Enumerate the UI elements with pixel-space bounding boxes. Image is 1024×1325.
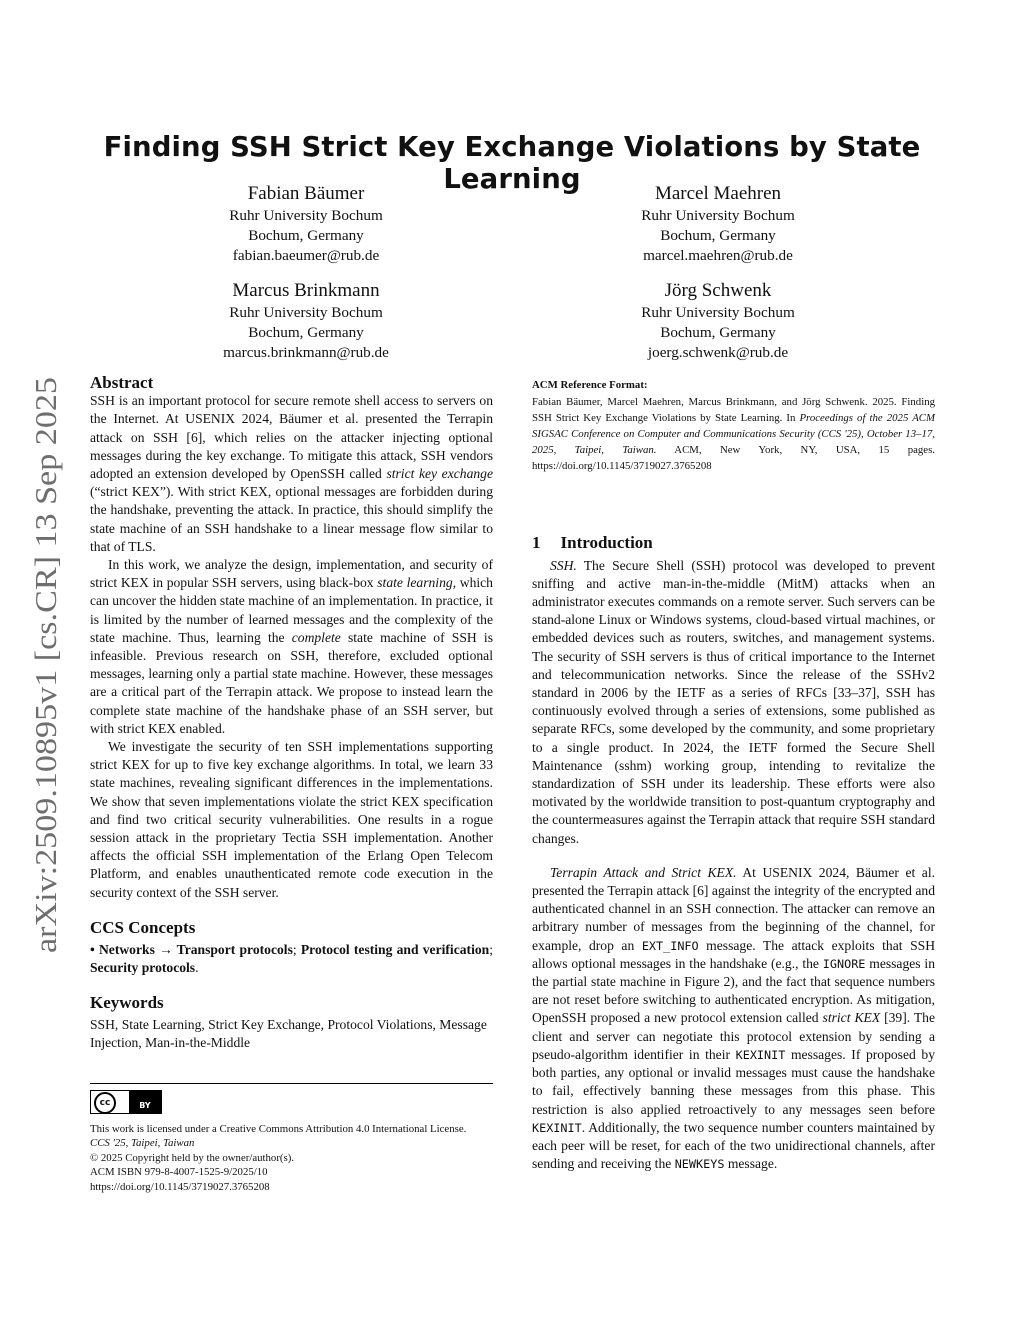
license-copyright: © 2025 Copyright held by the owner/author(s).	[90, 1151, 295, 1164]
author-block	[126, 279, 486, 363]
author-block	[126, 182, 486, 266]
acm-ref-heading: ACM Reference Format:	[532, 379, 648, 391]
keywords-heading: Keywords	[90, 992, 164, 1012]
license-venue: CCS '25, Taipei, Taiwan	[90, 1137, 195, 1150]
left-column	[90, 374, 493, 1052]
keywords-text: SSH, State Learning, Strict Key Exchange, Protocol Violations, Message Injection, Man-in-the-Middle	[90, 1016, 487, 1050]
abstract-paragraph: SSH is an important protocol for secure remote shell access to servers on the Internet. At USENIX 2024, Bäumer et al. presented the Terrapin attack on SSH [6], which relies on the attacker injecting optional messages during the key exchange. To mitigate this attack, SSH vendors adopted an extension developed by OpenSSH called strict key exchange (“strict KEX”). With strict KEX, optional messages are forbidden during the handshake, preventing the attack. In practice, this should simplify the state machine of an SSH handshake to a linear message flow similar to that of TLS.	[90, 393, 493, 554]
author-name: Marcel Maehren	[654, 183, 782, 204]
arxiv-stamp-text: arXiv:2509.10895v1 [cs.CR] 13 Sep 2025	[28, 429, 63, 953]
license-isbn: ACM ISBN 979-8-4007-1525-9/2025/10	[90, 1166, 268, 1179]
author-block	[538, 279, 898, 363]
intro-paragraph: Terrapin Attack and Strict KEX. At USENIX 2024, Bäumer et al. presented the Terrapin attack [6] against the integrity of the encrypted and authenticated channel in an SSH connection. The attacker can remove an arbitrary number of messages from the beginning of the channel, for example, drop an EXT_INFO message. The attack exploits that SSH allows optional messages in the handshake (e.g., the IGNORE messages in the partial state machine in Figure 2), and the fact that sequence numbers are not reset before switching to authenticated encryption. As mitigation, OpenSSH proposed a new protocol extension called strict KEX [39]. The client and server can negotiate this protocol extension by sending a pseudo-algorithm identifier in their KEXINIT messages. If proposed by both parties, any optional or invalid messages must cause the handshake to fail, effectively banning these messages from this phase. This restriction is also applied retroactively to any messages seen before KEXINIT. Additionally, the two sequence number counters maintained by each peer will be reset, for each of the two unidirectional channels, after sending and receiving the NEWKEYS message.	[532, 864, 936, 1172]
author-location: Bochum, Germany	[660, 227, 776, 244]
author-affiliation: Ruhr University Bochum	[229, 207, 383, 224]
author-email[interactable]: marcus.brinkmann@rub.de	[223, 344, 389, 361]
arxiv-stamp	[23, 375, 67, 955]
license-block	[90, 1090, 500, 1194]
ccs-concepts: • Networks → Transport protocols; Protocol testing and verification; Security protocols.	[90, 942, 493, 976]
author-name: Jörg Schwenk	[664, 280, 772, 301]
intro-paragraph: SSH. The Secure Shell (SSH) protocol was developed to prevent sniffing and active man-in-the-middle (MitM) attacks when an administrator executes commands on a remote server. Such servers can be stand-alone Linux or Windows systems, cloud-based virtual machines, or embedded devices such as routers, switches, and management systems. The security of SSH servers is thus of critical importance to the Internet and telecommunication networks. Since the release of the SSHv2 standard in 2006 by the IETF as a series of RFCs [33–37], SSH has continuously evolved through a series of extensions, some published as separate RFCs, some developed by the community, and some proprietary to a single product. In 2024, the IETF formed the Secure Shell Maintenance (sshm) working group, intending to revitalize the standardization of SSH under its leadership. These efforts were also motivated by the worldwide transition to post-quantum cryptography and the countermeasures against the Terrapin attack that require SSH standard changes.	[532, 557, 935, 846]
author-email[interactable]: marcel.maehren@rub.de	[643, 247, 793, 264]
intro-heading: 1 Introduction	[532, 533, 653, 553]
author-block	[538, 182, 898, 266]
abstract-paragraph: In this work, we analyze the design, implementation, and security of strict KEX in popular SSH servers, using black-box state learning, which can uncover the hidden state machine of an implementation. In practice, it is limited by the number of learned messages and the complexity of the state machine. Thus, learning the complete state machine of SSH is infeasible. Previous research on SSH, therefore, excluded optional messages, learning only a partial state machine. However, these messages are a critical part of the Terrapin attack. We propose to instead learn the complete state machine of the handshake phase of an SSH server, but with strict KEX enabled.	[90, 557, 493, 736]
author-name: Fabian Bäumer	[247, 183, 365, 204]
cc-by-badge	[90, 1090, 162, 1114]
author-name: Marcus Brinkmann	[232, 280, 380, 301]
author-email[interactable]: fabian.baeumer@rub.de	[232, 247, 380, 264]
license-doi[interactable]: https://doi.org/10.1145/3719027.3765208	[90, 1180, 270, 1193]
author-email[interactable]: joerg.schwenk@rub.de	[647, 344, 789, 361]
paper-title: Finding SSH Strict Key Exchange Violations by State Learning	[103, 131, 921, 195]
license-divider	[90, 1083, 493, 1084]
author-location: Bochum, Germany	[660, 324, 776, 341]
license-text: This work is licensed under a Creative Commons Attribution 4.0 International License.	[90, 1123, 467, 1135]
acm-ref-text: Fabian Bäumer, Marcel Maehren, Marcus Brinkmann, and Jörg Schwenk. 2025. Finding SSH Strict Key Exchange Violations by State Learning. In Proceedings of the 2025 ACM SIGSAC Conference on Computer and Communications Security (CCS '25), October 13–17, 2025, Taipei, Taiwan. ACM, New York, NY, USA, 15 pages. https://doi.org/10.1145/3719027.3765208	[532, 396, 935, 473]
abstract-paragraph: We investigate the security of ten SSH implementations supporting strict KEX for up to five key exchange algorithms. In total, we learn 33 state machines, revealing significant differences in the implementations. We show that seven implementations violate the strict KEX specification and find two critical security vulnerabilities. One results in a rogue session attack in the proprietary Tectia SSH implementation. Another affects the official SSH implementation of the Erlang Open Telecom Platform, and enables unauthenticated remote code execution in the security context of the SSH server.	[90, 739, 493, 900]
author-location: Bochum, Germany	[248, 227, 364, 244]
abstract-heading: Abstract	[90, 373, 154, 392]
right-column	[532, 378, 935, 1173]
by-icon: BY	[129, 1091, 161, 1113]
ccs-heading: CCS Concepts	[90, 917, 196, 937]
author-affiliation: Ruhr University Bochum	[641, 304, 795, 321]
author-location: Bochum, Germany	[248, 324, 364, 341]
author-affiliation: Ruhr University Bochum	[229, 304, 383, 321]
author-affiliation: Ruhr University Bochum	[641, 207, 795, 224]
cc-icon: cc	[94, 1092, 116, 1114]
